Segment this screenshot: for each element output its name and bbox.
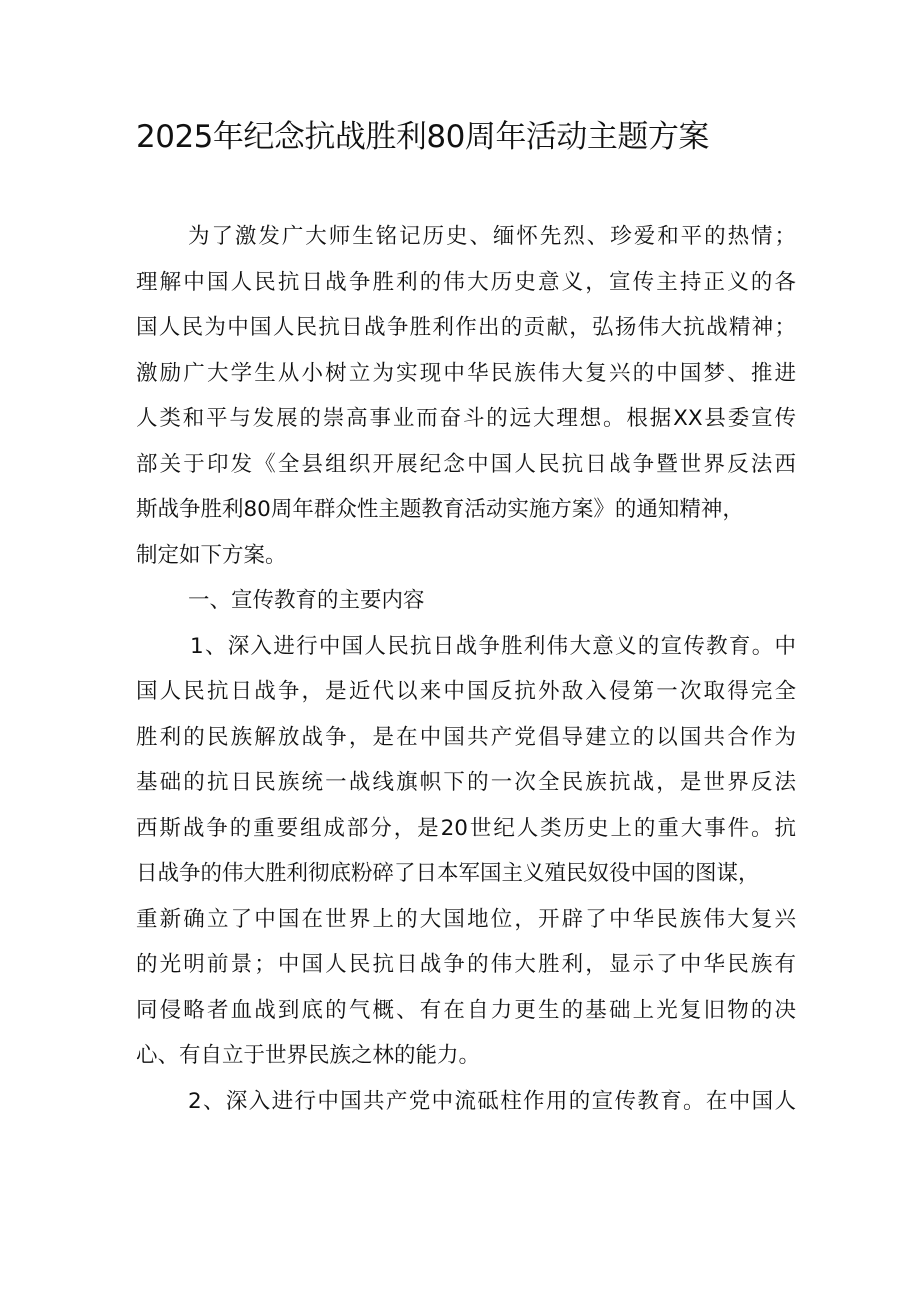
paragraph-line: 胜利的民族解放战争，是在中国共产党倡导建立的以国共合作为	[136, 724, 796, 750]
paragraph-line: 1、深入进行中国人民抗日战争胜利伟大意义的宣传教育。中	[190, 633, 796, 659]
paragraph-line: 同侵略者血战到底的气概、有在自力更生的基础上光复旧物的决	[136, 997, 796, 1023]
paragraph-line: 心、有自立于世界民族之林的能力。	[136, 1043, 481, 1068]
paragraph-line: 基础的抗日民族统一战线旗帜下的一次全民族抗战，是世界反法	[136, 770, 796, 795]
section-heading: 一、宣传教育的主要内容	[188, 588, 425, 613]
paragraph-line: 部关于印发《全县组织开展纪念中国人民抗日战争暨世界反法西	[136, 451, 796, 477]
paragraph-line: 重新确立了中国在世界上的大国地位，开辟了中华民族伟大复兴	[136, 906, 796, 932]
paragraph-line: 激励广大学生从小树立为实现中华民族伟大复兴的中国梦、推进	[136, 360, 796, 386]
paragraph-line: 制定如下方案。	[136, 542, 287, 568]
paragraph-line: 理解中国人民抗日战争胜利的伟大历史意义，宣传主持正义的各	[136, 269, 796, 295]
paragraph-line: 人类和平与发展的崇高事业而奋斗的远大理想。根据XX县委宣传	[136, 406, 796, 431]
paragraph-line: 西斯战争的重要组成部分，是20世纪人类历史上的重大事件。抗	[136, 815, 796, 841]
document-title: 2025年纪念抗战胜利80周年活动主题方案	[136, 119, 709, 155]
paragraph-line: 日战争的伟大胜利彻底粉碎了日本军国主义殖民奴役中国的图谋，	[136, 861, 760, 886]
paragraph-line: 国人民为中国人民抗日战争胜利作出的贡献，弘扬伟大抗战精神；	[136, 315, 796, 340]
paragraph-line: 为了激发广大师生铭记历史、缅怀先烈、珍爱和平的热情；	[188, 224, 796, 249]
paragraph-line: 2、深入进行中国共产党中流砥柱作用的宣传教育。在中国人	[188, 1088, 796, 1114]
paragraph-line: 的光明前景；中国人民抗日战争的伟大胜利，显示了中华民族有	[136, 952, 796, 977]
paragraph-line: 斯战争胜利80周年群众性主题教育活动实施方案》的通知精神，	[136, 497, 744, 522]
document-body	[136, 214, 796, 1124]
paragraph-line: 国人民抗日战争，是近代以来中国反抗外敌入侵第一次取得完全	[136, 679, 796, 704]
